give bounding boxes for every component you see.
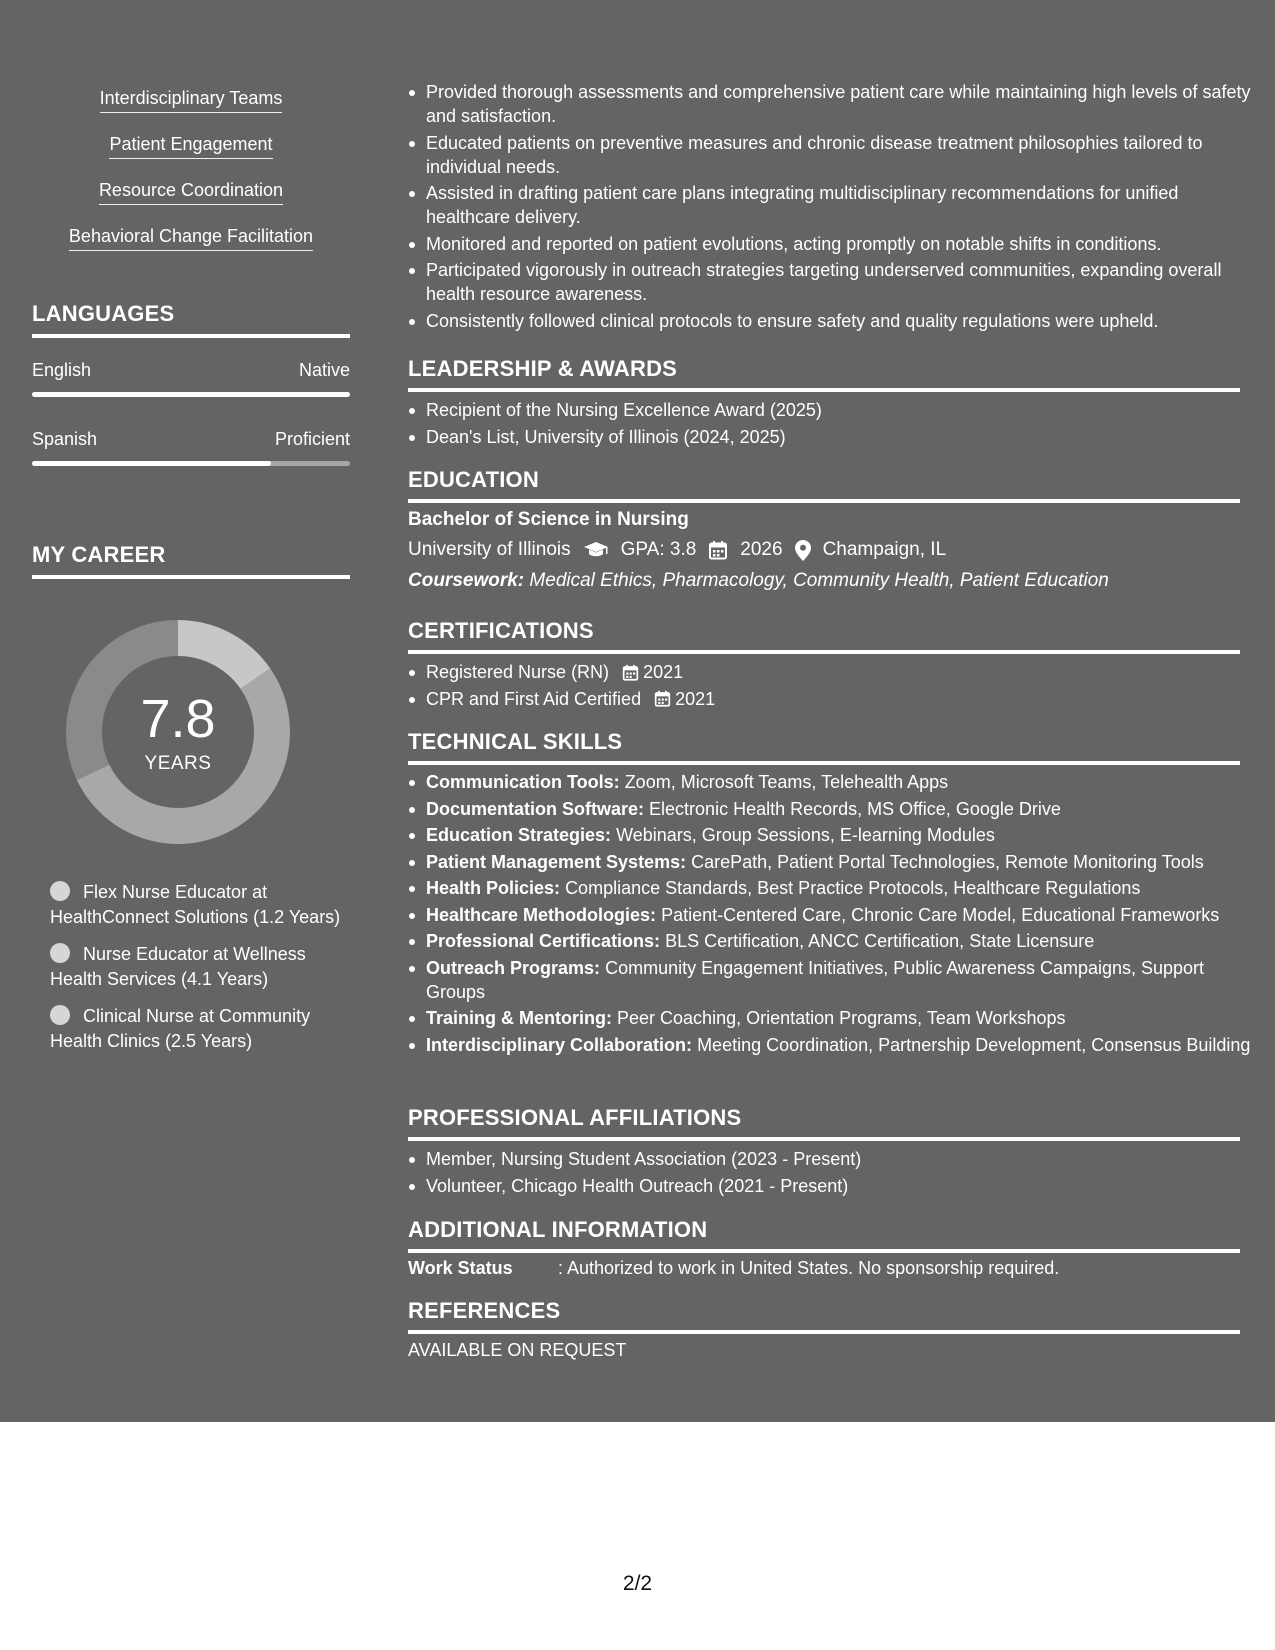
list-item: Outreach Programs: Community Engagement Initiatives, Public Awareness Campaigns, Support Groups — [426, 956, 1258, 1004]
list-item: Training & Mentoring: Peer Coaching, Orientation Programs, Team Workshops — [426, 1006, 1258, 1030]
language-bar-fill — [32, 392, 350, 397]
list-item: Patient Management Systems: CarePath, Patient Portal Technologies, Remote Monitoring Tools — [426, 850, 1258, 874]
language-name: Spanish — [32, 429, 98, 449]
education-location: Champaign, IL — [822, 539, 947, 560]
list-item: Consistently followed clinical protocols to ensure safety and quality regulations were upheld. — [426, 309, 1258, 333]
list-item: Volunteer, Chicago Health Outreach (2021 - Present) — [426, 1174, 1258, 1198]
skill-tag: Behavioral Change Facilitation — [69, 224, 313, 251]
leadership-list — [408, 398, 1258, 451]
skill-tag: Interdisciplinary Teams — [100, 86, 283, 113]
skill-tag: Patient Engagement — [109, 132, 272, 159]
skill-tags — [32, 86, 350, 270]
technical-skills-list — [408, 770, 1258, 1059]
certifications-heading: CERTIFICATIONS — [408, 618, 1240, 654]
work-status-value: : Authorized to work in United States. No sponsorship required. — [558, 1258, 1060, 1278]
work-status-label: Work Status — [408, 1258, 513, 1278]
list-item: CPR and First Aid Certified 2021 — [426, 687, 1258, 711]
list-item: Dean's List, University of Illinois (2024, 2025) — [426, 425, 1258, 449]
education-coursework: Coursework: Medical Ethics, Pharmacology, Community Health, Patient Education — [408, 570, 1109, 591]
list-item: Communication Tools: Zoom, Microsoft Teams, Telehealth Apps — [426, 770, 1258, 794]
language-bar — [32, 392, 350, 397]
list-item: Interdisciplinary Collaboration: Meeting Coordination, Partnership Development, Consensus Building — [426, 1033, 1258, 1057]
work-status — [408, 1258, 1059, 1279]
language-level: Native — [298, 360, 350, 380]
references-value: AVAILABLE ON REQUEST — [408, 1340, 627, 1360]
skill-tag: Resource Coordination — [99, 178, 283, 205]
calendar-icon — [654, 690, 671, 707]
graduation-cap-icon — [583, 541, 609, 559]
career-legend — [50, 880, 350, 1066]
list-item: Health Policies: Compliance Standards, Best Practice Protocols, Healthcare Regulations — [426, 876, 1258, 900]
list-item: Professional Certifications: BLS Certification, ANCC Certification, State Licensure — [426, 929, 1258, 953]
career-legend-item: Nurse Educator at Wellness Health Services (4.1 Years) — [50, 944, 306, 989]
page-number: 2/2 — [622, 1572, 653, 1595]
affiliations-heading: PROFESSIONAL AFFILIATIONS — [408, 1105, 1240, 1141]
career-total-years: 7.8 — [140, 689, 216, 749]
list-item: Participated vigorously in outreach strategies targeting underserved communities, expanding overall health resource awareness. — [426, 258, 1258, 306]
list-item: Documentation Software: Electronic Health Records, MS Office, Google Drive — [426, 797, 1258, 821]
list-item: Assisted in drafting patient care plans integrating multidisciplinary recommendations for unified healthcare delivery. — [426, 181, 1258, 229]
list-item: Educated patients on preventive measures and chronic disease treatment philosophies tailored to individual needs. — [426, 131, 1258, 179]
additional-info-heading: ADDITIONAL INFORMATION — [408, 1217, 1240, 1253]
experience-bullets — [408, 80, 1258, 335]
education-gpa: GPA: 3.8 — [620, 539, 697, 560]
language-spanish — [32, 427, 350, 466]
list-item: Registered Nurse (RN) 2021 — [426, 660, 1258, 684]
career-total-unit: YEARS — [144, 753, 212, 774]
language-bar-fill — [32, 461, 271, 466]
list-item: Provided thorough assessments and comprehensive patient care while maintaining high levels of safety and satisfaction. — [426, 80, 1258, 128]
location-pin-icon — [795, 540, 811, 561]
calendar-icon — [622, 664, 639, 681]
education-details — [408, 539, 946, 561]
career-donut-chart — [66, 620, 290, 844]
certifications-list — [408, 660, 1258, 713]
education-heading: EDUCATION — [408, 467, 1240, 503]
career-legend-item: Clinical Nurse at Community Health Clinics (2.5 Years) — [50, 1006, 311, 1051]
references-heading: REFERENCES — [408, 1298, 1240, 1334]
legend-dot-icon — [50, 881, 70, 901]
legend-dot-icon — [50, 943, 70, 963]
language-english — [32, 358, 350, 397]
education-year: 2026 — [740, 539, 783, 560]
language-bar — [32, 461, 350, 466]
calendar-icon — [708, 540, 728, 560]
leadership-heading: LEADERSHIP & AWARDS — [408, 356, 1240, 392]
languages-heading: LANGUAGES — [32, 301, 350, 338]
affiliations-list — [408, 1147, 1258, 1200]
language-level: Proficient — [274, 429, 350, 449]
career-heading: MY CAREER — [32, 542, 350, 579]
career-legend-item: Flex Nurse Educator at HealthConnect Solutions (1.2 Years) — [50, 882, 341, 927]
list-item: Monitored and reported on patient evolutions, acting promptly on notable shifts in conditions. — [426, 232, 1258, 256]
education-school: University of Illinois — [408, 539, 571, 560]
list-item: Member, Nursing Student Association (2023 - Present) — [426, 1147, 1258, 1171]
language-name: English — [32, 360, 92, 380]
list-item: Education Strategies: Webinars, Group Sessions, E-learning Modules — [426, 823, 1258, 847]
list-item: Recipient of the Nursing Excellence Award (2025) — [426, 398, 1258, 422]
technical-skills-heading: TECHNICAL SKILLS — [408, 729, 1240, 765]
legend-dot-icon — [50, 1005, 70, 1025]
education-degree: Bachelor of Science in Nursing — [408, 509, 689, 530]
list-item: Healthcare Methodologies: Patient-Centered Care, Chronic Care Model, Educational Frameworks — [426, 903, 1258, 927]
